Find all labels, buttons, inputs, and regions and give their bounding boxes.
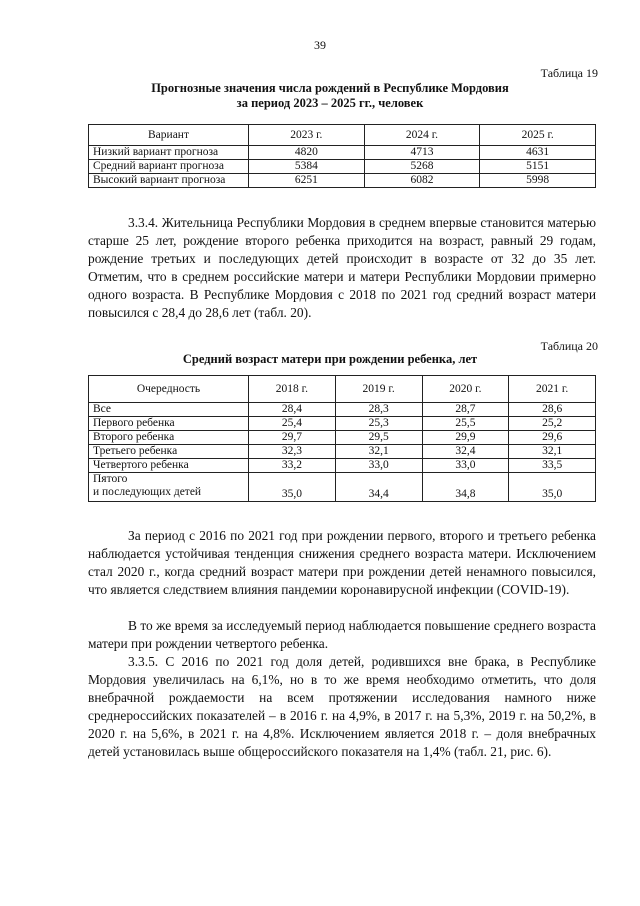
- table-19-title-line2: за период 2023 – 2025 гг., человек: [236, 96, 424, 110]
- table-cell: 33,0: [335, 459, 422, 473]
- table-19-header-row: [89, 125, 596, 146]
- table-cell: 25,3: [335, 417, 422, 431]
- table-cell: 35,0: [249, 473, 336, 502]
- table-cell: 33,5: [509, 459, 596, 473]
- table-19: [88, 124, 596, 188]
- table-cell: Высокий вариант прогноза: [89, 174, 249, 188]
- table-row: [89, 445, 596, 459]
- table-cell: 28,7: [422, 403, 509, 417]
- table-cell: 6082: [364, 174, 480, 188]
- table-header-cell: 2021 г.: [509, 376, 596, 403]
- table-cell: 4713: [364, 146, 480, 160]
- table-header-cell: 2025 г.: [480, 125, 596, 146]
- table-cell: 5384: [249, 160, 365, 174]
- table-cell: 34,8: [422, 473, 509, 502]
- table-19-title: [60, 81, 600, 111]
- table-19-caption: Таблица 19: [540, 66, 598, 80]
- table-cell: Четвертого ребенка: [89, 459, 249, 473]
- table-header-cell: 2020 г.: [422, 376, 509, 403]
- table-cell: 28,3: [335, 403, 422, 417]
- table-cell: Третьего ребенка: [89, 445, 249, 459]
- table-cell: 5268: [364, 160, 480, 174]
- paragraph-3-3-5: 3.3.5. С 2016 по 2021 год доля детей, родившихся вне брака, в Республике Мордовия увеличилась на 6,1%, но в то же время необходимо отметить, что доля внебрачной рождаемости на всем протяжении исследования намного ниже среднероссийских показателей – в 2016 г. на 4,9%, в 2017 г. на 5,3%, 2019 г. на 50,2%, в 2020 г. на 5,6%, в 2021 г. на 4,8%. Исключением является 2018 г. – доля внебрачных детей установилась выше общероссийского показателя на 1,4% (табл. 21, рис. 6).: [88, 654, 596, 759]
- cell-line: и последующих детей: [93, 486, 202, 498]
- table-row: [89, 459, 596, 473]
- table-cell: [89, 473, 249, 502]
- table-cell: 32,3: [249, 445, 336, 459]
- table-row: [89, 431, 596, 445]
- paragraph-fourth-child: В то же время за исследуемый период наблюдается повышение среднего возраста матери при рождении четвертого ребенка.: [88, 618, 596, 651]
- table-cell: 29,6: [509, 431, 596, 445]
- table-cell: 33,2: [249, 459, 336, 473]
- table-cell: Низкий вариант прогноза: [89, 146, 249, 160]
- cell-line: Пятого: [93, 473, 128, 485]
- table-20-caption: Таблица 20: [540, 339, 598, 353]
- paragraph-trend: За период с 2016 по 2021 год при рождении первого, второго и третьего ребенка наблюдается устойчивая тенденция снижения среднего возраста матери. Исключением стал 2020 г., когда средний возраст матери при рождении детей ненамного повысился, что является следствием влияния пандемии коронавирусной инфекции (COVID-19).: [88, 528, 596, 597]
- table-cell: 4820: [249, 146, 365, 160]
- table-header-cell: 2023 г.: [249, 125, 365, 146]
- table-cell: 4631: [480, 146, 596, 160]
- table-cell: Все: [89, 403, 249, 417]
- table-cell: 29,7: [249, 431, 336, 445]
- table-cell: 29,5: [335, 431, 422, 445]
- table-row: [89, 174, 596, 188]
- table-cell: 25,4: [249, 417, 336, 431]
- table-cell: Первого ребенка: [89, 417, 249, 431]
- table-row: [89, 417, 596, 431]
- table-cell: 32,4: [422, 445, 509, 459]
- table-cell: 5151: [480, 160, 596, 174]
- table-cell: 33,0: [422, 459, 509, 473]
- table-row: [89, 473, 596, 502]
- table-cell: Средний вариант прогноза: [89, 160, 249, 174]
- table-20: [88, 375, 596, 502]
- page-number: 39: [314, 38, 326, 52]
- table-19-title-line1: Прогнозные значения числа рождений в Республике Мордовия: [151, 81, 509, 95]
- table-cell: 28,6: [509, 403, 596, 417]
- table-cell: 32,1: [335, 445, 422, 459]
- table-cell: 32,1: [509, 445, 596, 459]
- table-row: [89, 403, 596, 417]
- table-cell: 6251: [249, 174, 365, 188]
- table-cell: 34,4: [335, 473, 422, 502]
- table-row: [89, 160, 596, 174]
- table-20-title: Средний возраст матери при рождении ребенка, лет: [182, 352, 478, 366]
- table-cell: 5998: [480, 174, 596, 188]
- paragraph-3-3-4: 3.3.4. Жительница Республики Мордовия в среднем впервые становится матерью старше 25 лет, рождение второго ребенка приходится на возраст, равный 29 годам, рождение третьих и последующих детей происходит в возрасте от 32 до 35 лет. Отметим, что в среднем российские матери и матери Республики Мордовии примерно одного возраста. В Республике Мордовия с 2018 по 2021 год средний возраст матери повысился с 28,4 до 28,6 лет (табл. 20).: [88, 215, 596, 320]
- table-cell: 25,2: [509, 417, 596, 431]
- table-cell: Второго ребенка: [89, 431, 249, 445]
- table-cell: 25,5: [422, 417, 509, 431]
- table-cell: 29,9: [422, 431, 509, 445]
- table-row: [89, 146, 596, 160]
- table-cell: 28,4: [249, 403, 336, 417]
- table-cell: 35,0: [509, 473, 596, 502]
- table-header-cell: 2019 г.: [335, 376, 422, 403]
- table-header-cell: 2024 г.: [364, 125, 480, 146]
- table-header-cell: Вариант: [89, 125, 249, 146]
- table-header-cell: 2018 г.: [249, 376, 336, 403]
- table-header-cell: Очередность: [89, 376, 249, 403]
- table-20-header-row: [89, 376, 596, 403]
